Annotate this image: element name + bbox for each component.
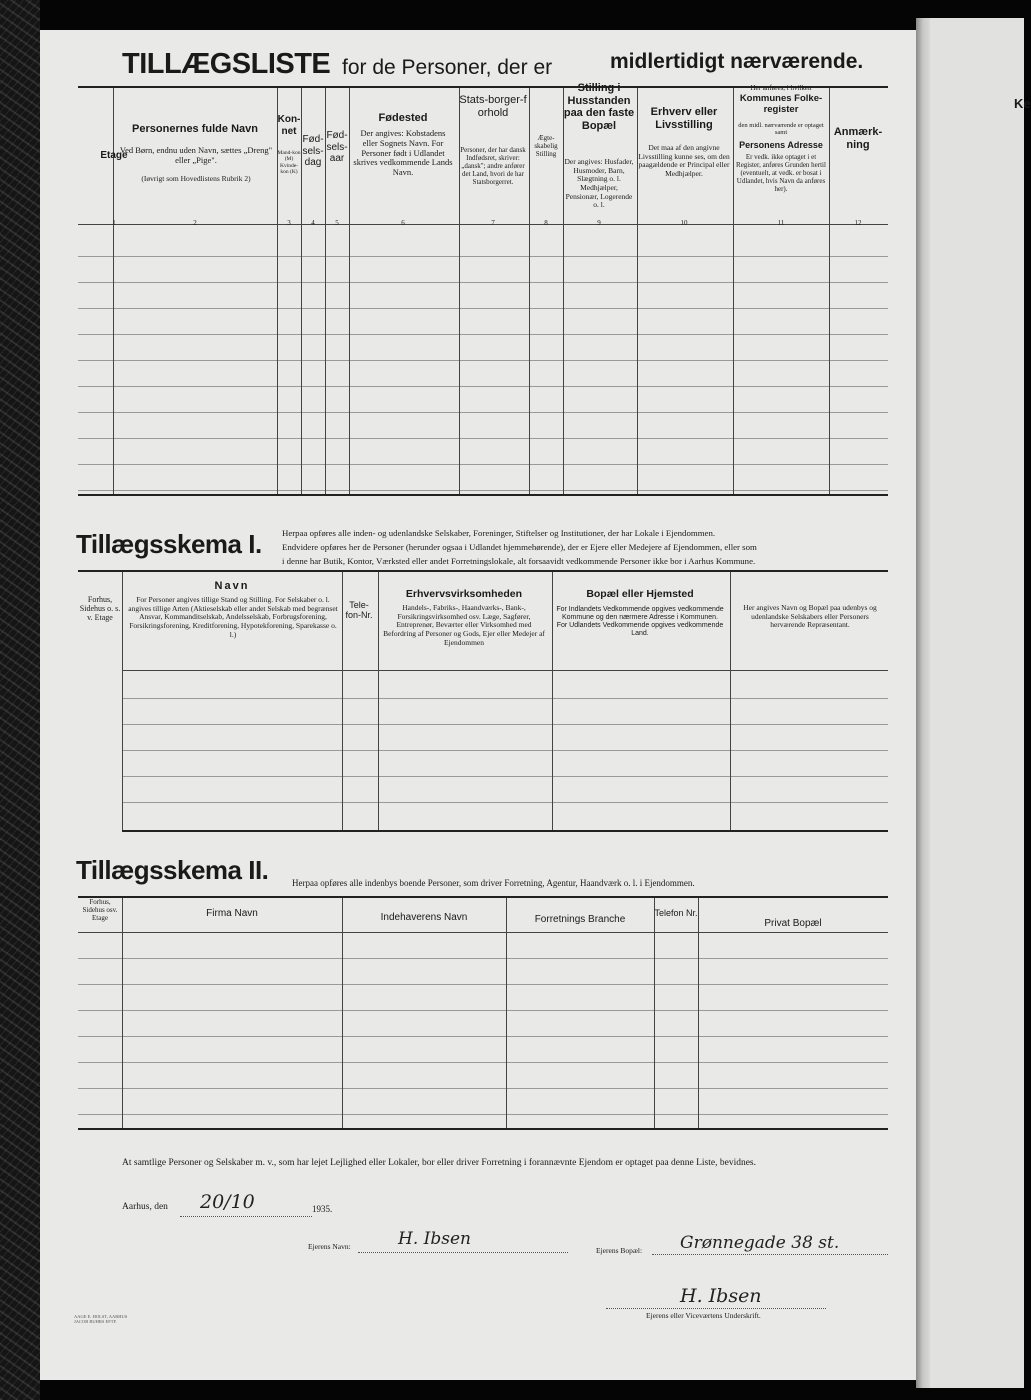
row-rule xyxy=(78,490,888,491)
row-rule xyxy=(122,776,888,777)
date-dots xyxy=(180,1216,312,1217)
row-rule xyxy=(78,282,888,283)
printer-mark: AAGE E. HOLST, AARHUS JACOB BUHRS EFTF. xyxy=(74,1314,128,1325)
col-occupation-head: Erhverv eller Livsstilling xyxy=(650,106,718,131)
row-rule xyxy=(78,308,888,309)
column-rule xyxy=(277,88,278,494)
row-rule xyxy=(78,412,888,413)
col-num: 8 xyxy=(544,219,548,227)
signature-label: Ejerens eller Viceværtens Underskrift. xyxy=(646,1311,761,1320)
s2-col-etage-head: Forhus, Sidehus osv. Etage xyxy=(82,898,118,923)
column-rule xyxy=(654,898,655,1128)
column-rule xyxy=(122,572,123,830)
col-remarks-head: Anmærk-ning xyxy=(833,126,883,151)
list-title-rest: for de Personer, der er xyxy=(342,56,553,79)
col-num: 4 xyxy=(311,219,315,227)
owner-name-handwritten[interactable]: H. Ibsen xyxy=(398,1229,471,1249)
row-rule xyxy=(78,334,888,335)
s2-col-branch-head: Forretnings Branche xyxy=(534,914,626,925)
column-rule xyxy=(563,88,564,494)
col-name-head: Personernes fulde Navn xyxy=(132,123,258,135)
col-marital-head: Ægte-skabelig Stilling xyxy=(534,134,558,159)
column-rule xyxy=(506,898,507,1128)
facing-page xyxy=(930,18,1031,1388)
date-handwritten[interactable]: 20/10 xyxy=(200,1191,255,1213)
skema1-intro-line2: Endvidere opføres her de Personer (herunder ogsaa i Udlandet hjemmehørende), der er Ejere eller Medejere af Ejendommen, eller som xyxy=(282,542,757,552)
row-rule xyxy=(78,984,888,985)
book-binding xyxy=(0,0,40,1400)
s1-col-representative-note: Her angives Navn og Bopæl paa udenbys og udenlandske Selskabers eller Personers herværende Repræsentant. xyxy=(743,603,877,630)
owner-name-dots xyxy=(358,1252,568,1253)
year-label: 1935. xyxy=(312,1204,333,1214)
row-rule xyxy=(78,256,888,257)
row-rule xyxy=(122,698,888,699)
col-num: 1 xyxy=(112,219,116,227)
col-register-pre: Her anføres, i hvilken xyxy=(750,84,812,92)
s1-col-residence-head: Bopæl eller Hjemsted xyxy=(586,588,694,600)
s1-col-business-note: Handels-, Fabriks-, Haandværks-, Bank-, Forsikringsvirksomhed osv. Læge, Sagfører, Entreprenør, Beværter eller Virksomhed med Befordring af Personer og Gods, Ejer eller Medejer af Ejendommen xyxy=(383,603,545,647)
col-num: 10 xyxy=(680,219,688,227)
column-rule xyxy=(552,572,553,830)
col-num: 6 xyxy=(401,219,405,227)
row-rule xyxy=(122,802,888,803)
row-rule xyxy=(78,360,888,361)
place-label: Aarhus, den xyxy=(122,1202,168,1212)
col-household-note: Der angives: Husfader, Husmoder, Barn, Slægtning o. l. Medhjælper, Pensionær, Logerende o. l. xyxy=(564,157,634,210)
col-occupation-note: Det maa af den angivne Livsstilling kunne ses, om den paagældende er Principal eller Medhjælper. xyxy=(638,143,730,178)
row-rule xyxy=(78,1114,888,1115)
column-rule xyxy=(698,898,699,1128)
skema2-intro: Herpaa opføres alle indenbys boende Personer, som driver Forretning, Agentur, Haandværk o. l. i Ejendommen. xyxy=(292,878,695,888)
s1-col-phone-head: Tele-fon-Nr. xyxy=(345,600,373,621)
row-rule xyxy=(122,724,888,725)
s1-col-residence-note: For Indlandets Vedkommende opgives vedkommende Kommune og den nærmere Adresse i Kommunen. For Udlandets Vedkommende opgives vedkommende Land. xyxy=(556,606,724,638)
s2-col-owner-head: Indehaverens Navn xyxy=(380,912,468,923)
col-sex-note: Mand-kon (M) Kvinde-kon (K) xyxy=(277,150,301,175)
skema2-title: Tillægsskema II. xyxy=(76,855,269,885)
book-gutter xyxy=(916,18,930,1388)
list-bottom-border xyxy=(78,494,888,496)
col-register-note: Er vedk. ikke optaget i et Register, anføres Grunden hertil (eventuelt, at vedk. er bosat i Udlandet, hvis Navn da anføres her). xyxy=(736,153,826,194)
col-citizenship-note: Personer, der har dansk Indfødsret, skriver: „dansk"; andre anfører det Land, hvori de har Statsborgerret. xyxy=(460,146,526,187)
skema1-bottom-border xyxy=(122,830,888,832)
skema1-intro-line3: i denne har Butik, Kontor, Værksted eller andet Forretningslokale, alt forsaavidt vedkommende Personer ikke bor i Aarhus Kommune. xyxy=(282,556,756,566)
col-etage-head: Etage xyxy=(100,150,128,161)
col-sex-head: Kon-net xyxy=(277,114,301,137)
row-rule xyxy=(122,750,888,751)
s2-col-private-head: Privat Bopæl xyxy=(764,918,822,929)
row-rule xyxy=(78,386,888,387)
owner-address-label: Ejerens Bopæl: xyxy=(596,1246,643,1255)
row-rule xyxy=(78,1088,888,1089)
col-register-head: Kommunes Folke-register xyxy=(739,93,823,115)
skema1-header-bottom xyxy=(122,670,888,671)
form-page xyxy=(40,30,916,1380)
row-rule xyxy=(78,958,888,959)
col-num: 9 xyxy=(597,219,601,227)
s2-col-phone-head: Telefon Nr. xyxy=(654,908,698,918)
s1-col-business-head: Erhvervsvirksomheden xyxy=(405,588,523,600)
signature-handwritten[interactable]: H. Ibsen xyxy=(680,1285,762,1307)
col-num: 11 xyxy=(777,219,785,227)
skema1-top-border xyxy=(78,570,888,572)
col-num: 5 xyxy=(335,219,339,227)
col-citizenship-head: Stats-borger-forhold xyxy=(459,94,527,119)
column-rule xyxy=(730,572,731,830)
skema2-header-bottom xyxy=(78,932,888,933)
col-register-head2: Personens Adresse xyxy=(739,140,823,150)
row-rule xyxy=(78,1036,888,1037)
column-rule xyxy=(113,88,114,494)
s1-col-etage-head: Forhus, Sidehus o. s. v. Etage xyxy=(79,595,121,623)
owner-name-label: Ejerens Navn: xyxy=(308,1242,351,1251)
s2-col-firm-head: Firma Navn xyxy=(206,908,258,919)
col-num: 2 xyxy=(193,219,197,227)
column-rule xyxy=(349,88,350,494)
row-rule xyxy=(78,1010,888,1011)
list-title-emphasis: midlertidigt nærværende. xyxy=(610,50,864,73)
owner-address-dots xyxy=(652,1254,888,1255)
s1-col-name-head: Navn xyxy=(214,580,250,592)
col-num: 7 xyxy=(491,219,495,227)
col-num: 12 xyxy=(854,219,862,227)
signature-dots xyxy=(606,1308,826,1309)
col-birthplace-note: Der angives: Kobstadens eller Sognets Navn. For Personer født i Udlandet skrives vedkommende Lands Navn. xyxy=(353,128,453,178)
skema2-top-border xyxy=(78,896,888,898)
facing-page-fragment: Ke xyxy=(1014,96,1031,111)
column-rule xyxy=(378,572,379,830)
skema1-title: Tillægsskema I. xyxy=(76,529,262,559)
col-name-note2: (Iøvrigt som Hovedlistens Rubrik 2) xyxy=(141,174,251,183)
col-household-head: Stilling i Husstanden paa den faste Bopæl xyxy=(563,82,635,132)
owner-address-handwritten[interactable]: Grønnegade 38 st. xyxy=(680,1233,840,1253)
col-register-note-pre: den midl. nærværende er optaget samt xyxy=(738,122,824,137)
list-title: TILLÆGSLISTE xyxy=(122,48,331,80)
col-birthyear-head: Fød-sels-aar xyxy=(326,130,348,164)
col-birthplace-head: Fødested xyxy=(378,112,428,124)
column-rule xyxy=(122,898,123,1128)
row-rule xyxy=(78,464,888,465)
row-rule xyxy=(78,1062,888,1063)
s1-col-name-note: For Personer angives tillige Stand og Stilling. For Selskaber o. l. angives tillige Arten (Aktieselskab eller andet Selskab med begrænset Ansvar, Kommanditselskab, Andelsselskab, Forbrugsforening, Forsikringsforening, Kreditforening, Hypotekforening, Sparekasse o. l.) xyxy=(128,595,338,639)
skema1-intro-line1: Herpaa opføres alle inden- og udenlandske Selskaber, Foreninger, Stiftelser og Institutioner, der har Lokale i Ejendommen. xyxy=(282,528,716,538)
declaration-text: At samtlige Personer og Selskaber m. v., som har lejet Lejlighed eller Lokaler, bor eller driver Forretning i forannævnte Ejendom er optaget paa denne Liste, bevidnes. xyxy=(122,1158,756,1168)
col-birthday-head: Fød-sels-dag xyxy=(302,134,324,168)
col-name-note: Ved Børn, endnu uden Navn, sættes „Dreng" eller „Pige". xyxy=(119,145,273,165)
row-rule xyxy=(78,438,888,439)
skema2-bottom-border xyxy=(78,1128,888,1130)
column-rule xyxy=(342,898,343,1128)
col-num: 3 xyxy=(287,219,291,227)
